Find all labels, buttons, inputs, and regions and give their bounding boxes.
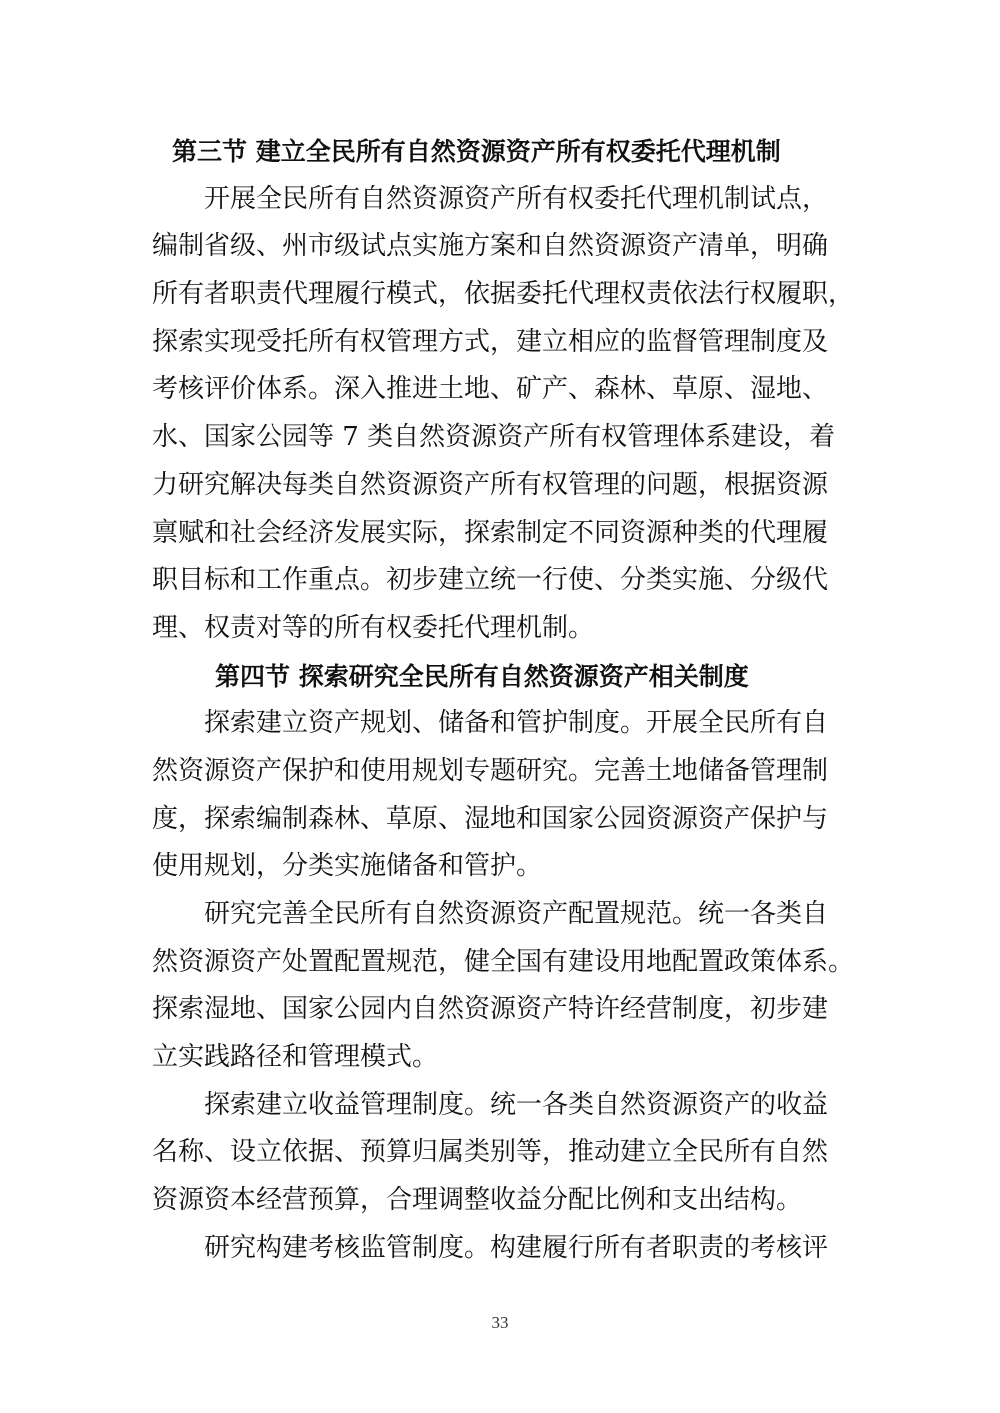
section-heading-4: 第四节 探索研究全民所有自然资源资产相关制度 — [215, 661, 749, 691]
paragraph-line: 所有者职责代理履行模式，依据委托代理权责依法行权履职， — [152, 279, 855, 310]
paragraph-line: 使用规划，分类实施储备和管护。 — [152, 851, 543, 882]
page-number: 33 — [491, 1313, 509, 1332]
paragraph-line: 考核评价体系。深入推进土地、矿产、森林、草原、湿地、 — [152, 374, 829, 405]
paragraph-line: 探索建立收益管理制度。统一各类自然资源资产的收益 — [204, 1089, 829, 1120]
paragraph-line: 理、权责对等的所有权委托代理机制。 — [152, 612, 595, 643]
paragraph-line: 力研究解决每类自然资源资产所有权管理的问题，根据资源 — [152, 469, 829, 500]
paragraph-line: 编制省级、州市级试点实施方案和自然资源资产清单，明确 — [152, 231, 829, 262]
paragraph-line: 探索湿地、国家公园内自然资源资产特许经营制度，初步建 — [152, 994, 829, 1025]
paragraph-line: 开展全民所有自然资源资产所有权委托代理机制试点， — [204, 183, 829, 214]
paragraph-line: 然资源资产处置配置规范，健全国有建设用地配置政策体系。 — [152, 946, 855, 977]
paragraph-line: 探索建立资产规划、储备和管护制度。开展全民所有自 — [204, 708, 829, 739]
page-body — [152, 128, 855, 1273]
paragraph-line: 立实践路径和管理模式。 — [152, 1042, 439, 1073]
paragraph-line: 然资源资产保护和使用规划专题研究。完善土地储备管理制 — [152, 755, 829, 786]
paragraph-line: 研究构建考核监管制度。构建履行所有者职责的考核评 — [204, 1232, 829, 1263]
paragraph-line: 探索实现受托所有权管理方式，建立相应的监督管理制度及 — [152, 326, 829, 357]
paragraph-line: 禀赋和社会经济发展实际，探索制定不同资源种类的代理履 — [152, 517, 829, 548]
paragraph-line: 职目标和工作重点。初步建立统一行使、分类实施、分级代 — [152, 565, 829, 596]
paragraph-line: 资源资本经营预算，合理调整收益分配比例和支出结构。 — [152, 1185, 803, 1216]
paragraph-line: 名称、设立依据、预算归属类别等，推动建立全民所有自然 — [152, 1137, 829, 1168]
paragraph-line: 度，探索编制森林、草原、湿地和国家公园资源资产保护与 — [152, 803, 829, 834]
section-heading-3: 第三节 建立全民所有自然资源资产所有权委托代理机制 — [172, 137, 781, 166]
paragraph-line: 研究完善全民所有自然资源资产配置规范。统一各类自 — [204, 899, 829, 929]
paragraph-line: 水、国家公园等 7 类自然资源资产所有权管理体系建设，着 — [152, 422, 836, 453]
